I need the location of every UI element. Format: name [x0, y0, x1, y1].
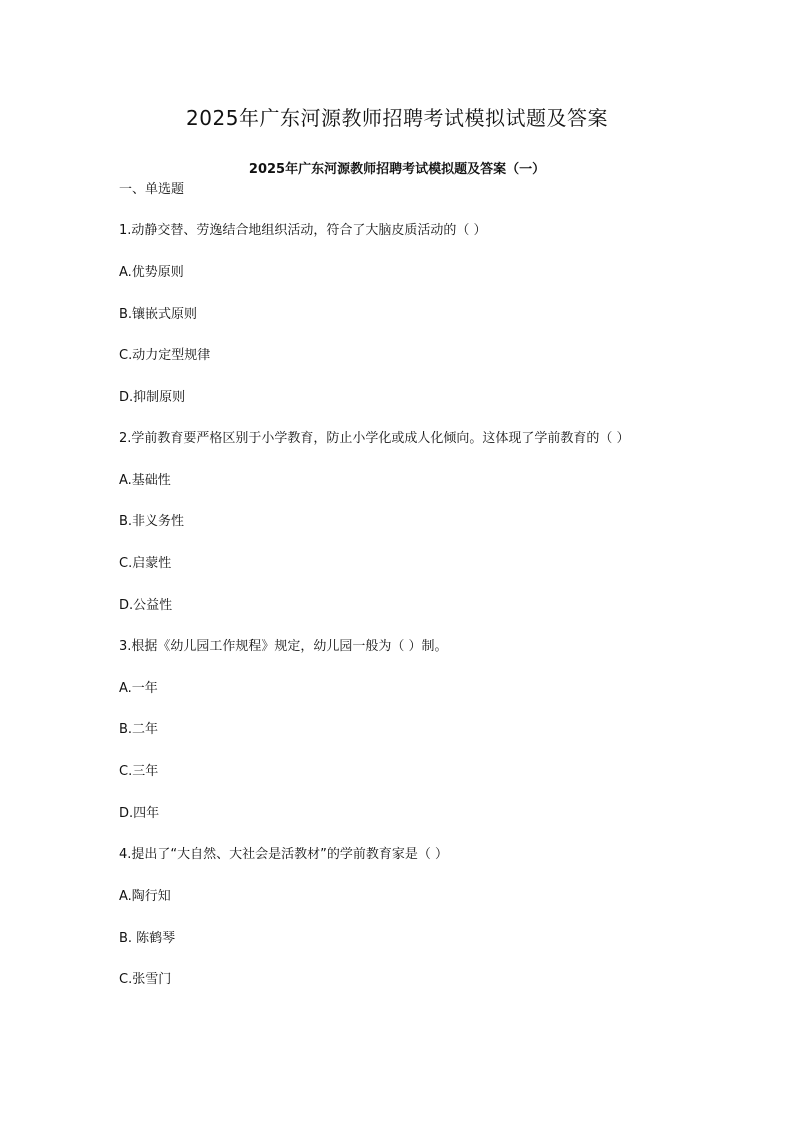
question-1-option-c: C.动力定型规律 — [119, 348, 211, 363]
question-1-option-d: D.抑制原则 — [119, 390, 186, 405]
question-3-option-b: B.二年 — [119, 722, 159, 737]
question-2-option-a: A.基础性 — [119, 473, 171, 488]
question-3-option-d: D.四年 — [119, 806, 160, 821]
question-2-option-c: C.启蒙性 — [119, 556, 172, 571]
question-1-option-b: B.镶嵌式原则 — [119, 307, 198, 322]
question-2-option-d: D.公益性 — [119, 598, 173, 613]
question-1-text: 1.动静交替、劳逸结合地组织活动，符合了大脑皮质活动的（ ） — [119, 223, 487, 238]
question-2-option-b: B.非义务性 — [119, 514, 185, 529]
section-heading: 一、单选题 — [119, 182, 185, 197]
document-title: 2025年广东河源教师招聘考试模拟试题及答案 — [186, 106, 608, 130]
question-4-option-a: A.陶行知 — [119, 889, 171, 904]
question-3-option-a: A.一年 — [119, 681, 158, 696]
question-3-text: 3.根据《幼儿园工作规程》规定，幼儿园一般为（ ）制。 — [119, 639, 448, 654]
question-2-text: 2.学前教育要严格区别于小学教育，防止小学化或成人化倾向。这体现了学前教育的（ ） — [119, 431, 630, 446]
question-4-text: 4.提出了“大自然、大社会是活教材”的学前教育家是（ ） — [119, 847, 449, 862]
question-1-option-a: A.优势原则 — [119, 265, 184, 280]
question-3-option-c: C.三年 — [119, 764, 159, 779]
question-4-option-c: C.张雪门 — [119, 972, 172, 987]
document-subtitle: 2025年广东河源教师招聘考试模拟题及答案（一） — [248, 162, 546, 177]
question-4-option-b: B. 陈鹤琴 — [119, 931, 176, 946]
